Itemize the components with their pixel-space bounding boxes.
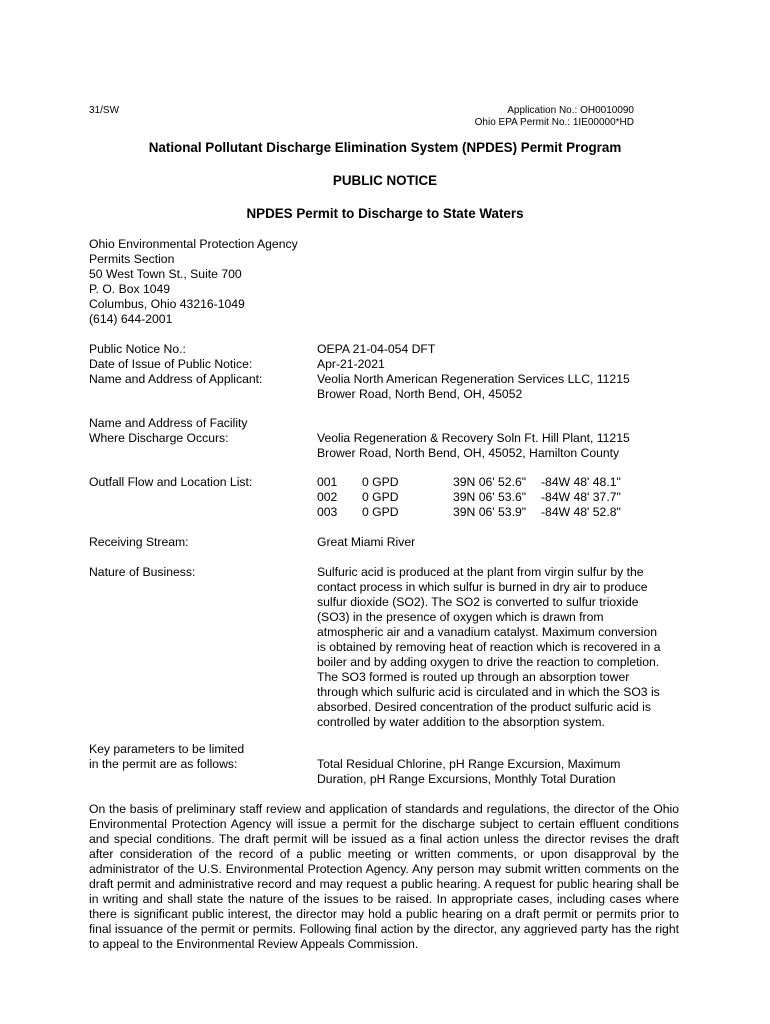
business-line: Sulfuric acid is produced at the plant from virgin sulfur by the <box>317 565 644 579</box>
business-line: The SO3 formed is routed up through an absorption tower <box>317 670 630 684</box>
outfall-flow: 0 GPD <box>362 505 399 519</box>
facility-label-line1: Name and Address of Facility <box>89 416 248 430</box>
business-line: sulfur dioxide (SO2). The SO2 is converted to sulfur trioxide <box>317 595 639 609</box>
outfall-latitude: 39N 06' 52.6" <box>453 475 527 489</box>
agency-po-box: P. O. Box 1049 <box>89 282 171 296</box>
outfall-row <box>317 505 657 520</box>
epa-permit-number: Ohio EPA Permit No.: 1IE00000*HD <box>474 117 634 128</box>
date-value: Apr-21-2021 <box>317 357 385 371</box>
permit-title: NPDES Permit to Discharge to State Waters <box>246 206 524 221</box>
business-label: Nature of Business: <box>89 565 196 579</box>
business-line: through which sulfuric acid is circulated and in which the SO3 is <box>317 685 660 699</box>
agency-address <box>89 237 298 327</box>
receiving-stream-label: Receiving Stream: <box>89 535 189 549</box>
key-parameters-value <box>317 757 620 787</box>
closing-paragraph: On the basis of preliminary staff review and application of standards and regulations, the director of the Ohio Environmental Protection Agency will issue a permit for the discharge subject to certain effluent conditions and special conditions. The draft permit will be issued as a final action unless the director revises the draft after consideration of the record of a public meeting or written comments, or upon disapproval by the administrator of the U.S. Environmental Protection Agency. Any person may submit written comments on the draft permit and administrative record and may request a public hearing. A request for public hearing shall be in writing and shall state the nature of the issues to be raised. In appropriate cases, including cases where there is significant public interest, the director may hold a public hearing on a draft permit or permits prior to final issuance of the permit or permits. Following final action by the director, any aggrieved party has the right to appeal to the Environmental Review Appeals Commission. <box>89 802 679 951</box>
public-notice-value: OEPA 21-04-054 DFT <box>317 342 436 356</box>
outfall-latitude: 39N 06' 53.9" <box>453 505 527 519</box>
facility-label-line2: Where Discharge Occurs: <box>89 431 229 445</box>
header-ids <box>475 105 634 129</box>
outfall-longitude: -84W 48' 48.1" <box>541 475 621 489</box>
business-line: absorbed. Desired concentration of the product sulfuric acid is <box>317 700 651 714</box>
business-line: (SO3) in the presence of oxygen which is drawn from <box>317 610 604 624</box>
agency-city: Columbus, Ohio 43216-1049 <box>89 297 245 311</box>
outfall-flow: 0 GPD <box>362 490 399 504</box>
key-parameters-value-line1: Total Residual Chlorine, pH Range Excursion, Maximum <box>317 757 621 771</box>
outfall-id: 001 <box>317 475 338 489</box>
business-line: boiler and by adding oxygen to drive the reaction to completion. <box>317 655 660 669</box>
facility-value <box>317 431 630 461</box>
outfall-longitude: -84W 48' 52.8" <box>541 505 621 519</box>
agency-name: Ohio Environmental Protection Agency <box>89 237 298 251</box>
business-line: contact process in which sulfur is burned in dry air to produce <box>317 580 648 594</box>
receiving-stream-value: Great Miami River <box>317 535 416 549</box>
agency-section: Permits Section <box>89 252 175 266</box>
key-parameters-label <box>89 742 244 772</box>
document-code: 31/SW <box>89 105 120 116</box>
notice-labels <box>89 342 262 387</box>
public-notice-title: PUBLIC NOTICE <box>332 173 438 188</box>
key-parameters-label-line2: in the permit are as follows: <box>89 757 238 771</box>
business-line: controlled by water addition to the absorption system. <box>317 715 605 729</box>
outfall-latitude: 39N 06' 53.6" <box>453 490 527 504</box>
applicant-value-cont: Brower Road, North Bend, OH, 45052 <box>317 387 523 401</box>
outfall-longitude: -84W 48' 37.7" <box>541 490 621 504</box>
outfall-row <box>317 490 657 505</box>
key-parameters-value-line2: Duration, pH Range Excursions, Monthly Total Duration <box>317 772 616 786</box>
business-line: atmospheric air and a vanadium catalyst. Maximum conversion <box>317 625 658 639</box>
outfall-id: 002 <box>317 490 338 504</box>
outfall-label: Outfall Flow and Location List: <box>89 475 253 489</box>
facility-label <box>89 416 248 446</box>
facility-value-line2: Brower Road, North Bend, OH, 45052, Hamilton County <box>317 446 620 460</box>
public-notice-label: Public Notice No.: <box>89 342 186 356</box>
facility-value-line1: Veolia Regeneration & Recovery Soln Ft. Hill Plant, 11215 <box>317 431 630 445</box>
outfall-row <box>317 475 657 490</box>
business-line: is obtained by removing heat of reaction which is recovered in a <box>317 640 661 654</box>
applicant-label: Name and Address of Applicant: <box>89 372 263 386</box>
agency-phone: (614) 644-2001 <box>89 312 173 326</box>
applicant-value: Veolia North American Regeneration Services LLC, 11215 <box>317 372 630 386</box>
business-description <box>317 565 660 730</box>
outfall-flow: 0 GPD <box>362 475 399 489</box>
outfall-list <box>317 475 657 520</box>
date-label: Date of Issue of Public Notice: <box>89 357 253 371</box>
notice-values <box>317 342 630 402</box>
key-parameters-label-line1: Key parameters to be limited <box>89 742 245 756</box>
application-number: Application No.: OH0010090 <box>507 105 634 116</box>
program-title: National Pollutant Discharge Elimination System (NPDES) Permit Program <box>148 140 622 155</box>
outfall-id: 003 <box>317 505 338 519</box>
agency-street: 50 West Town St., Suite 700 <box>89 267 242 281</box>
